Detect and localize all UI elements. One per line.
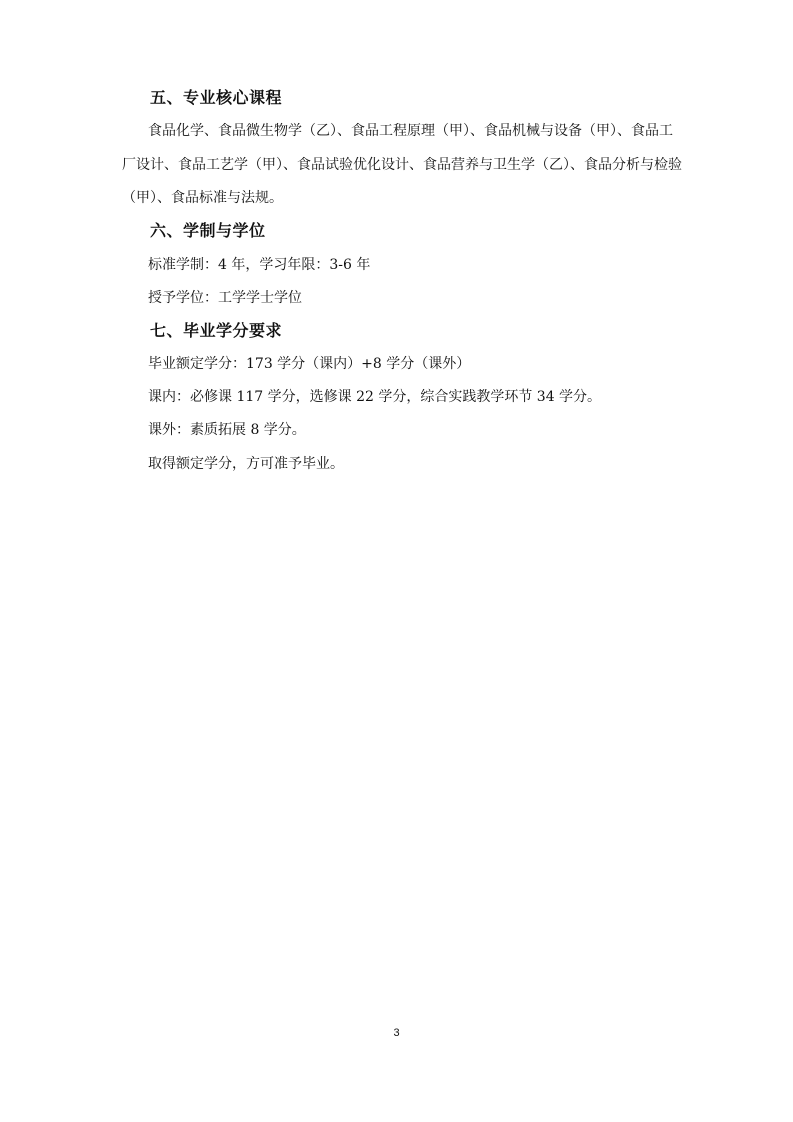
section-heading-core-courses: 五、专业核心课程 (150, 88, 283, 107)
graduation-condition-line: 取得额定学分，方可准予毕业。 (148, 456, 344, 472)
core-courses-line-1: 食品化学、食品微生物学（乙）、食品工程原理（甲）、食品机械与设备（甲）、食品工 (148, 123, 673, 139)
page-number: 3 (393, 1027, 400, 1039)
degree-line: 授予学位：工学学士学位 (148, 290, 302, 306)
total-credits-line: 毕业额定学分：173 学分（课内）+8 学分（课外） (148, 356, 471, 372)
core-courses-line-3: （甲）、食品标准与法规。 (122, 190, 283, 206)
in-class-credits-line: 课内：必修课 117 学分，选修课 22 学分，综合实践教学环节 34 学分。 (148, 389, 602, 405)
duration-line: 标准学制：4 年，学习年限：3-6 年 (148, 257, 371, 273)
extracurricular-credits-line: 课外：素质拓展 8 学分。 (148, 422, 306, 438)
section-heading-credit-requirements: 七、毕业学分要求 (150, 321, 283, 340)
section-heading-duration-degree: 六、学制与学位 (150, 221, 266, 240)
core-courses-line-2: 厂设计、食品工艺学（甲）、食品试验优化设计、食品营养与卫生学（乙）、食品分析与检验 (122, 157, 682, 173)
